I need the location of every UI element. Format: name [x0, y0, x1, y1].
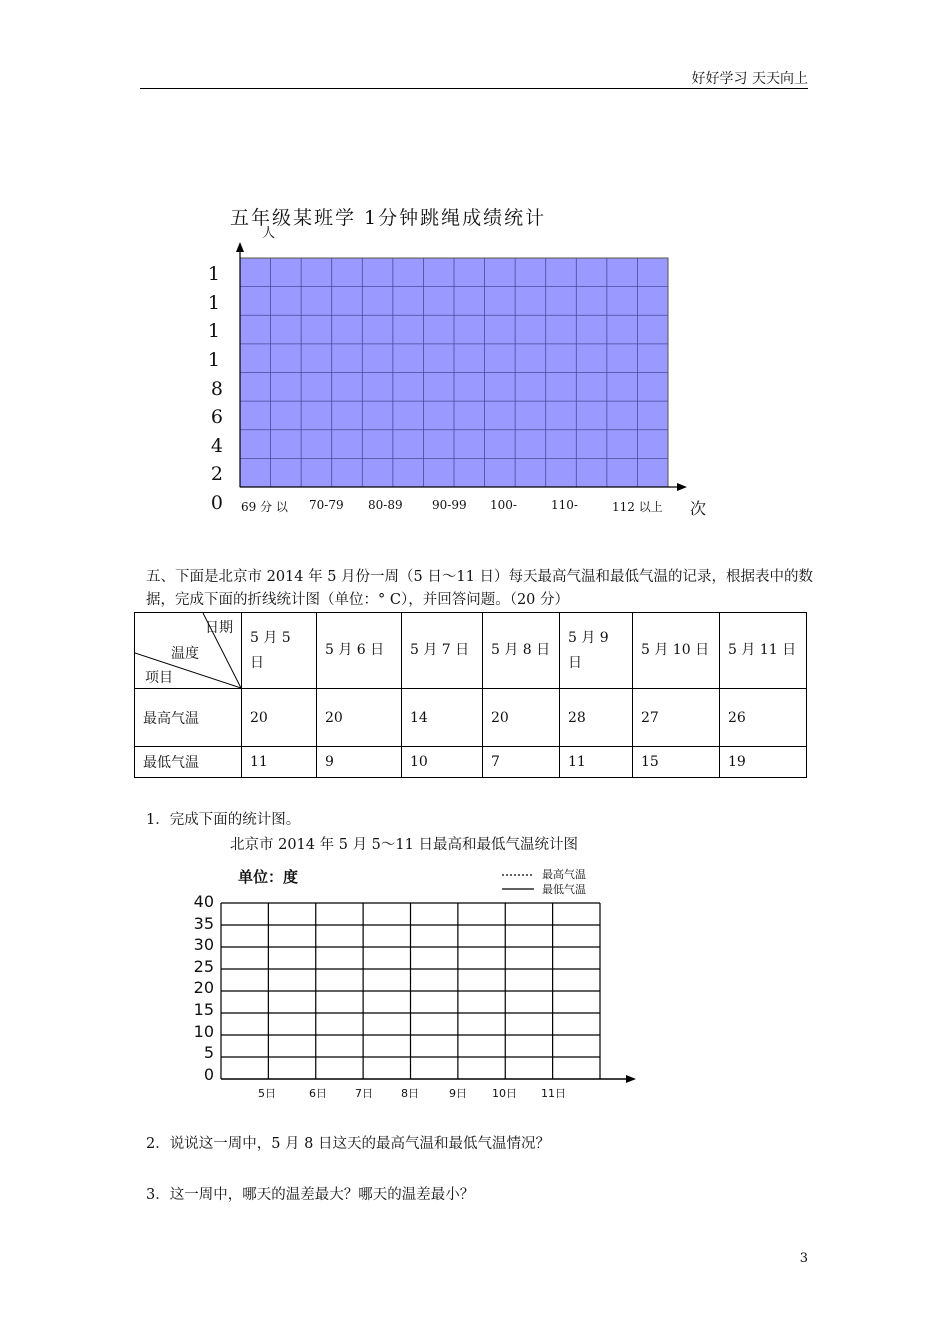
chart2-ytick: 25	[193, 957, 214, 976]
header-rule	[140, 88, 808, 89]
chart2-ytick: 15	[193, 1000, 214, 1019]
corner-item-label: 项目	[145, 670, 173, 686]
page-number: 3	[799, 1251, 808, 1266]
chart2-xlabel: 5日	[258, 1087, 276, 1100]
table-corner-cell	[135, 613, 242, 689]
chart2-xlabel: 7日	[355, 1087, 373, 1100]
chart1-ytick: 0	[210, 492, 223, 514]
chart1-y-arrow	[236, 242, 244, 252]
chart1-xlabel: 69 分 以	[241, 500, 288, 514]
chart2-unit-label: 单位：度	[238, 868, 299, 886]
section5-text: 五、下面是北京市 2014 年 5 月份一周（5 日～11 日）每天最高气温和最低气温的记录，根据表中的数据，完成下面的折线统计图（单位：° C），并回答问题。（20 分）	[146, 569, 813, 608]
chart1-x-unit: 次	[690, 499, 707, 518]
chart2-xlabel: 9日	[449, 1087, 467, 1100]
chart2-x-arrow	[626, 1075, 636, 1083]
table-cell: 20	[242, 689, 317, 747]
table-cell: 20	[317, 689, 402, 747]
chart2-legend-swatches	[500, 868, 540, 896]
table-row	[135, 689, 807, 747]
table-cell: 15	[633, 747, 720, 778]
date-cell: 5 月 7 日	[402, 613, 483, 689]
chart2-ytick: 5	[203, 1043, 214, 1062]
table-cell: 14	[402, 689, 483, 747]
chart1-ytick: 6	[210, 406, 223, 428]
date-cell: 5 月 9 日	[560, 613, 633, 689]
table-row	[135, 747, 807, 778]
table-cell: 11	[560, 747, 633, 778]
chart2-gridlines	[221, 903, 600, 1079]
table-header-row	[135, 613, 807, 689]
table-cell: 26	[720, 689, 807, 747]
chart2-xlabel: 11日	[541, 1087, 566, 1100]
chart2-grid	[215, 895, 640, 1085]
chart2-xlabel: 6日	[309, 1087, 327, 1100]
table-cell: 11	[242, 747, 317, 778]
chart2-ytick: 0	[203, 1065, 214, 1084]
chart1-ytick: 2	[210, 463, 223, 485]
chart1-ytick: 4	[210, 435, 223, 457]
chart1-xlabel: 100-	[490, 498, 517, 512]
chart1-ytick: 1	[207, 349, 220, 371]
table-cell: 27	[633, 689, 720, 747]
chart1-ytick: 1	[207, 292, 220, 314]
table-cell: 28	[560, 689, 633, 747]
table-cell: 9	[317, 747, 402, 778]
corner-temp-label: 温度	[171, 646, 199, 662]
chart1-xlabel: 112 以上	[612, 500, 663, 514]
chart1-ytick: 1	[207, 263, 220, 285]
chart1-ytick: 8	[210, 378, 223, 400]
table-cell: 19	[720, 747, 807, 778]
chart2-ytick: 40	[193, 892, 214, 911]
chart1-y-unit: 人	[262, 226, 276, 241]
date-cell: 5 月 8 日	[483, 613, 560, 689]
chart1-xlabel: 70-79	[309, 498, 344, 512]
date-cell: 5 月 6 日	[317, 613, 402, 689]
question-2: 2．说说这一周中，5 月 8 日这天的最高气温和最低气温情况？	[146, 1136, 551, 1152]
header-text: 好好学习 天天向上	[691, 71, 808, 87]
corner-date-label: 日期	[205, 620, 233, 636]
table-cell: 7	[483, 747, 560, 778]
chart2-ytick: 35	[193, 914, 214, 933]
question-3: 3．这一周中，哪天的温差最大？哪天的温差最小？	[146, 1187, 475, 1203]
chart2-xlabel: 10日	[492, 1087, 517, 1100]
question-1: 1．完成下面的统计图。	[146, 812, 301, 828]
date-cell: 5 月 11 日	[720, 613, 807, 689]
chart2-xlabel: 8日	[401, 1087, 419, 1100]
chart2-ytick: 20	[193, 978, 214, 997]
date-cell: 5 月 10 日	[633, 613, 720, 689]
chart1-xlabel: 90-99	[432, 498, 467, 512]
chart2-title: 北京市 2014 年 5 月 5～11 日最高和最低气温统计图	[230, 837, 578, 853]
chart1-title: 五年级某班学 1分钟跳绳成绩统计	[230, 207, 547, 229]
legend-high: 最高气温	[542, 868, 586, 881]
table-cell: 20	[483, 689, 560, 747]
chart1-ytick: 1	[207, 320, 220, 342]
legend-low: 最低气温	[542, 883, 586, 896]
temperature-table	[134, 612, 807, 778]
table-cell: 10	[402, 747, 483, 778]
chart1-xlabel: 80-89	[368, 498, 403, 512]
chart1-x-arrow	[677, 483, 687, 491]
row-label: 最高气温	[135, 689, 242, 747]
chart1-plot	[225, 240, 715, 505]
chart2-ytick: 10	[193, 1022, 214, 1041]
row-label: 最低气温	[135, 747, 242, 778]
chart1-xlabel: 110-	[551, 498, 578, 512]
date-cell: 5 月 5 日	[242, 613, 317, 689]
chart2-ytick: 30	[193, 935, 214, 954]
